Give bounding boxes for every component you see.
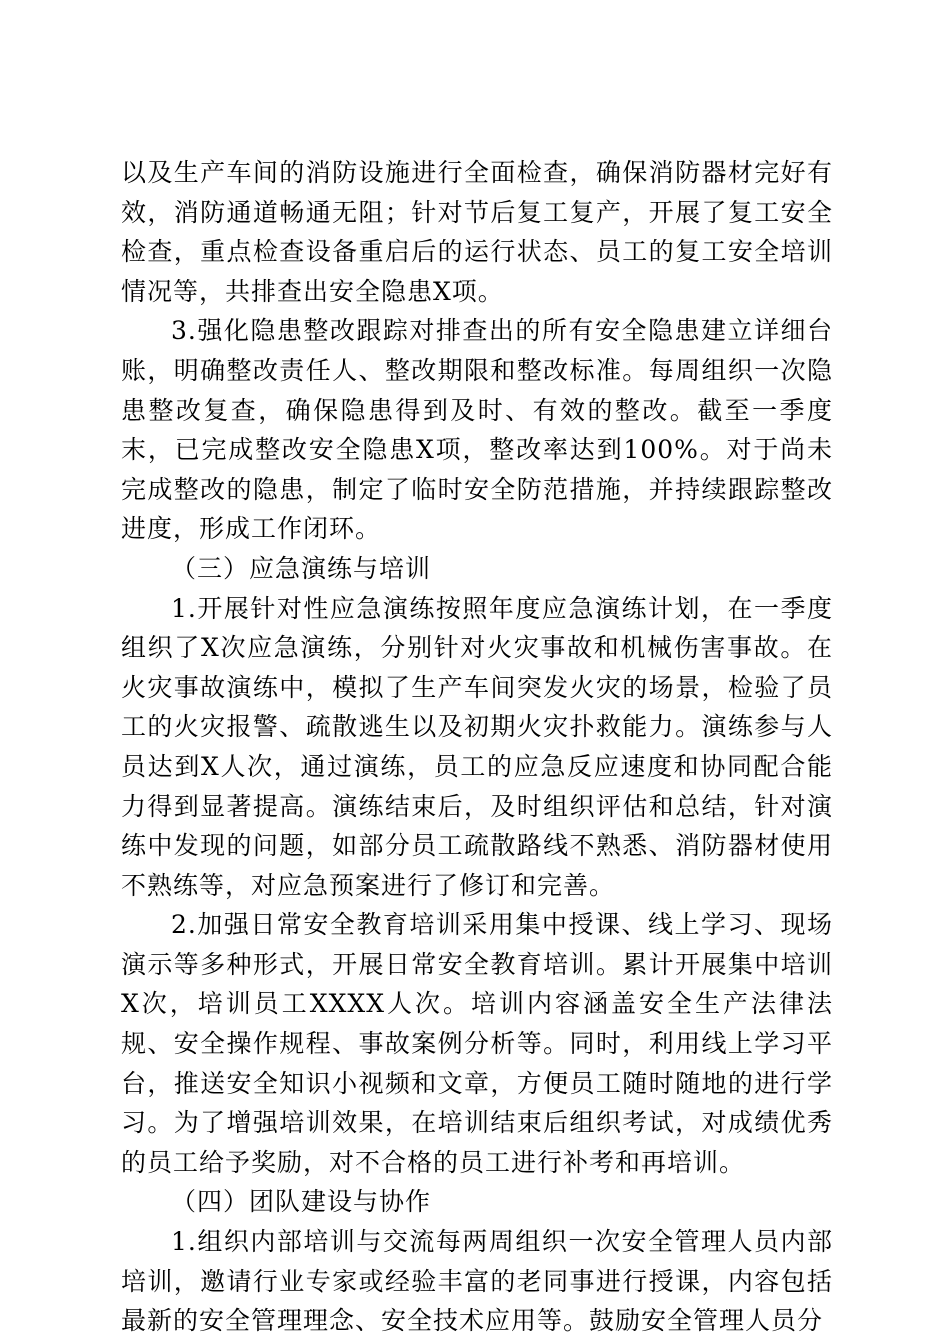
paragraph-internal-training: 1.组织内部培训与交流每两周组织一次安全管理人员内部培训，邀请行业专家或经验丰富的老同事进行授课，内容包括最新的安全管理理念、安全技术应用等。鼓励安全管理人员分 (121, 1227, 833, 1336)
section-heading-team-building: （四）团队建设与协作 (171, 1187, 432, 1217)
document-body (121, 153, 833, 1341)
section-heading-emergency-drills: （三）应急演练与培训 (171, 553, 432, 583)
paragraph-hazard-rectification: 3.强化隐患整改跟踪对排查出的所有安全隐患建立详细台账，明确整改责任人、整改期限和整改标准。每周组织一次隐患整改复查，确保隐患得到及时、有效的整改。截至一季度末，已完成整改安全隐患X项，整改率达到100%。对于尚未完成整改的隐患，制定了临时安全防范措施，并持续跟踪整改进度，形成工作闭环。 (121, 316, 833, 544)
paragraph-safety-training: 2.加强日常安全教育培训采用集中授课、线上学习、现场演示等多种形式，开展日常安全教育培训。累计开展集中培训X次，培训员工XXXX人次。培训内容涵盖安全生产法律法规、安全操作规程、事故案例分析等。同时，利用线上学习平台，推送安全知识小视频和文章，方便员工随时随地的进行学习。为了增强培训效果，在培训结束后组织考试，对成绩优秀的员工给予奖励，对不合格的员工进行补考和再培训。 (121, 910, 833, 1177)
paragraph-continuation: 以及生产车间的消防设施进行全面检查，确保消防器材完好有效，消防通道畅通无阻；针对节后复工复产，开展了复工安全检查，重点检查设备重启后的运行状态、员工的复工安全培训情况等，共排查出安全隐患X项。 (121, 158, 833, 306)
paragraph-emergency-drills: 1.开展针对性应急演练按照年度应急演练计划，在一季度组织了X次应急演练，分别针对火灾事故和机械伤害事故。在火灾事故演练中，模拟了生产车间突发火灾的场景，检验了员工的火灾报警、疏散逃生以及初期火灾扑救能力。演练参与人员达到X人次，通过演练，员工的应急反应速度和协同配合能力得到显著提高。演练结束后，及时组织评估和总结，针对演练中发现的问题，如部分员工疏散路线不熟悉、消防器材使用不熟练等，对应急预案进行了修订和完善。 (121, 593, 833, 900)
